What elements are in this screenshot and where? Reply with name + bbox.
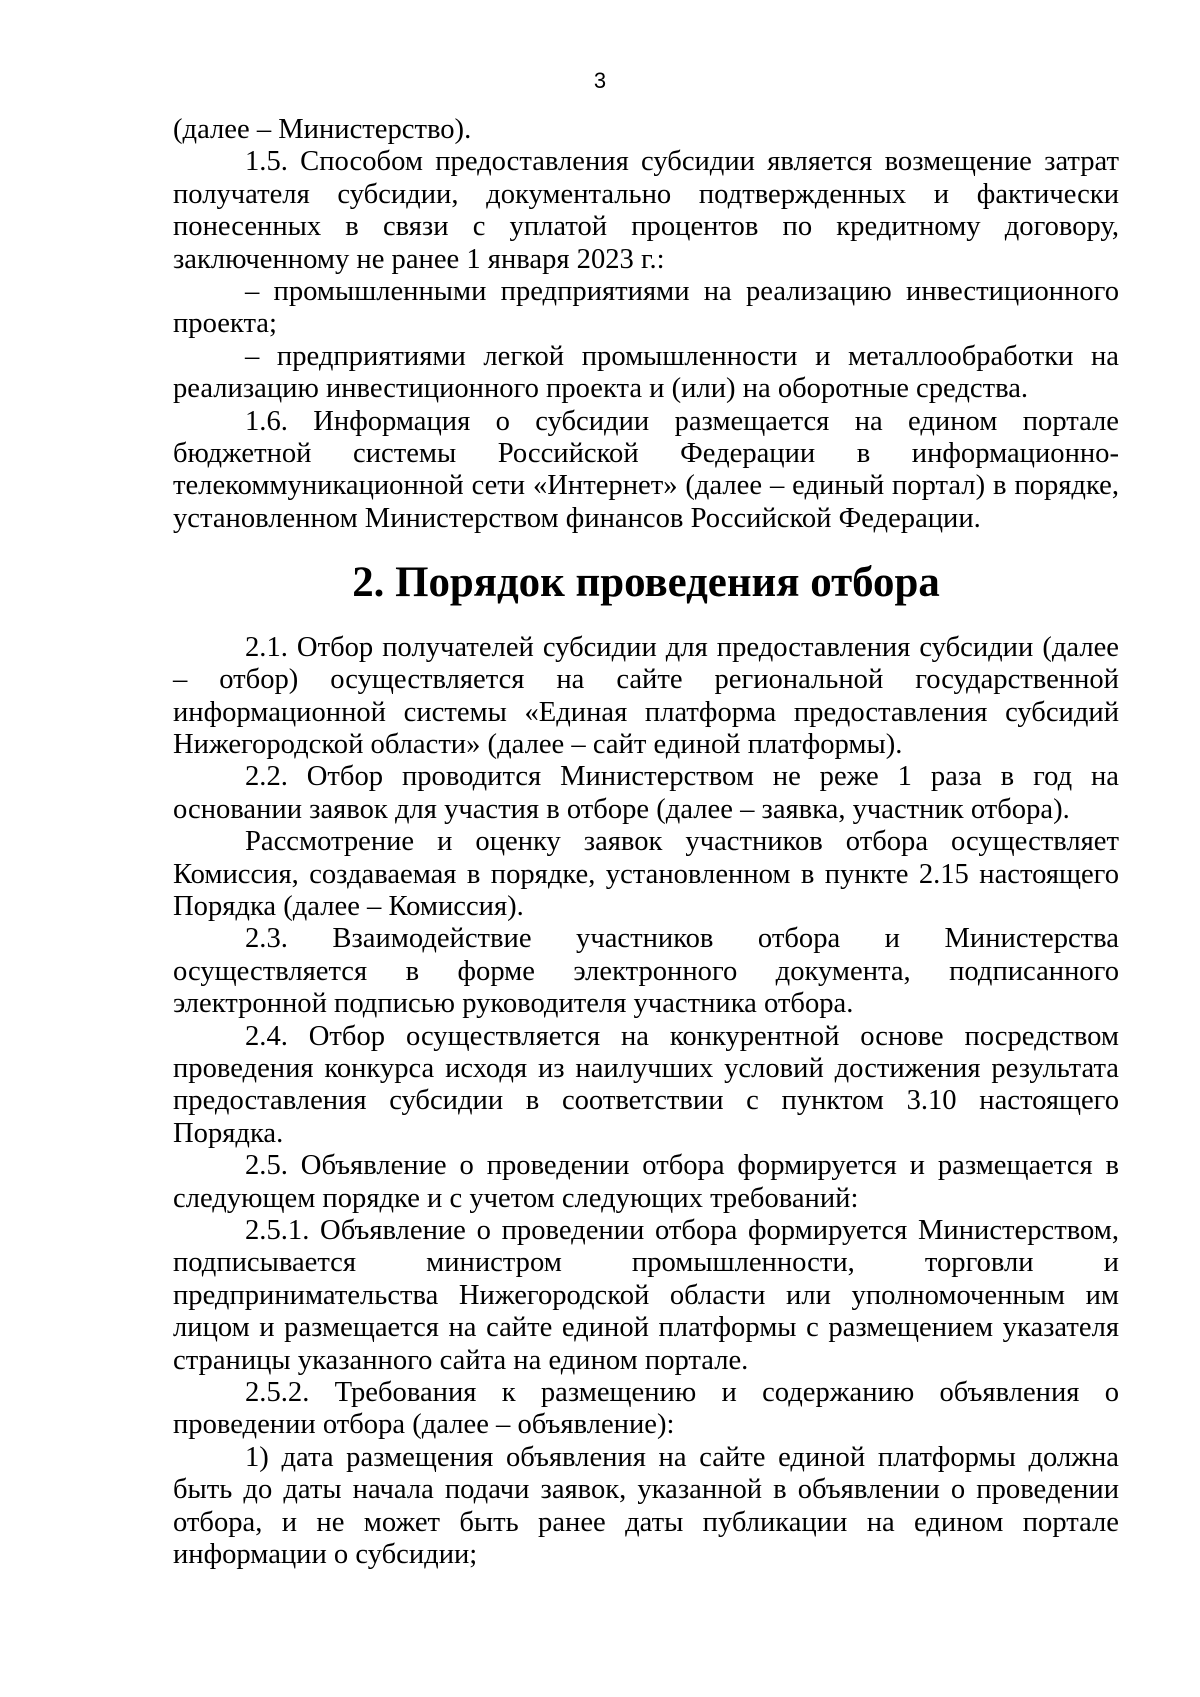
paragraph-2-5: 2.5. Объявление о проведении отбора формируется и размещается в следующем порядке и с учетом следующих требований: — [173, 1150, 1119, 1214]
paragraph-2-5-2-item-1: 1) дата размещения объявления на сайте единой платформы должна быть до даты начала подачи заявок, указанной в объявлении о проведении отбора, и не может быть ранее даты публикации на едином портале информации о субсидии; — [173, 1441, 1119, 1571]
document-body — [173, 114, 1119, 1571]
paragraph-1-6: 1.6. Информация о субсидии размещается на едином портале бюджетной системы Российской Федерации в информационно-телекоммуникационной сети «Интернет» (далее – единый портал) в порядке, установленном Министерством финансов Российской Федерации. — [173, 405, 1119, 534]
section-2-heading: 2. Порядок проведения отбора — [352, 559, 940, 607]
paragraph-intro-continuation: (далее – Министерство). — [173, 114, 472, 145]
page-number: 3 — [593, 68, 607, 93]
paragraph-2-5-1: 2.5.1. Объявление о проведении отбора формируется Министерством, подписывается министром промышленности, торговли и предпринимательства Нижегородской области или уполномоченным им лицом и размещается на сайте единой платформы с размещением указателя страницы указанного сайта на едином портале. — [173, 1215, 1119, 1376]
paragraph-2-2: 2.2. Отбор проводится Министерством не реже 1 раза в год на основании заявок для участия в отборе (далее – заявка, участник отбора). — [173, 761, 1119, 825]
paragraph-2-5-2: 2.5.2. Требования к размещению и содержанию объявления о проведении отбора (далее – объявление): — [173, 1377, 1119, 1441]
paragraph-2-3: 2.3. Взаимодействие участников отбора и Министерства осуществляется в форме электронного документа, подписанного электронной подписью руководителя участника отбора. — [173, 923, 1119, 1020]
paragraph-2-4: 2.4. Отбор осуществляется на конкурентной основе посредством проведения конкурса исходя из наилучших условий достижения результата предоставления субсидии в соответствии с пунктом 3.10 настоящего Порядка. — [173, 1020, 1119, 1149]
paragraph-2-1: 2.1. Отбор получателей субсидии для предоставления субсидии (далее – отбор) осуществляется на сайте региональной государственной информационной системы «Единая платформа предоставления субсидий Нижегородской области» (далее – сайт единой платформы). — [173, 631, 1119, 760]
paragraph-1-5-item-b: – предприятиями легкой промышленности и металлообработки на реализацию инвестиционного проекта и (или) на оборотные средства. — [173, 340, 1119, 405]
paragraph-1-5-item-a: – промышленными предприятиями на реализацию инвестиционного проекта; — [173, 276, 1119, 340]
paragraph-1-5: 1.5. Способом предоставления субсидии является возмещение затрат получателя субсидии, документально подтвержденных и фактически понесенных в связи с уплатой процентов по кредитному договору, заключенному не ранее 1 января 2023 г.: — [173, 146, 1119, 275]
paragraph-2-2-commission: Рассмотрение и оценку заявок участников отбора осуществляет Комиссия, создаваемая в порядке, установленном в пункте 2.15 настоящего Порядка (далее – Комиссия). — [173, 826, 1119, 922]
